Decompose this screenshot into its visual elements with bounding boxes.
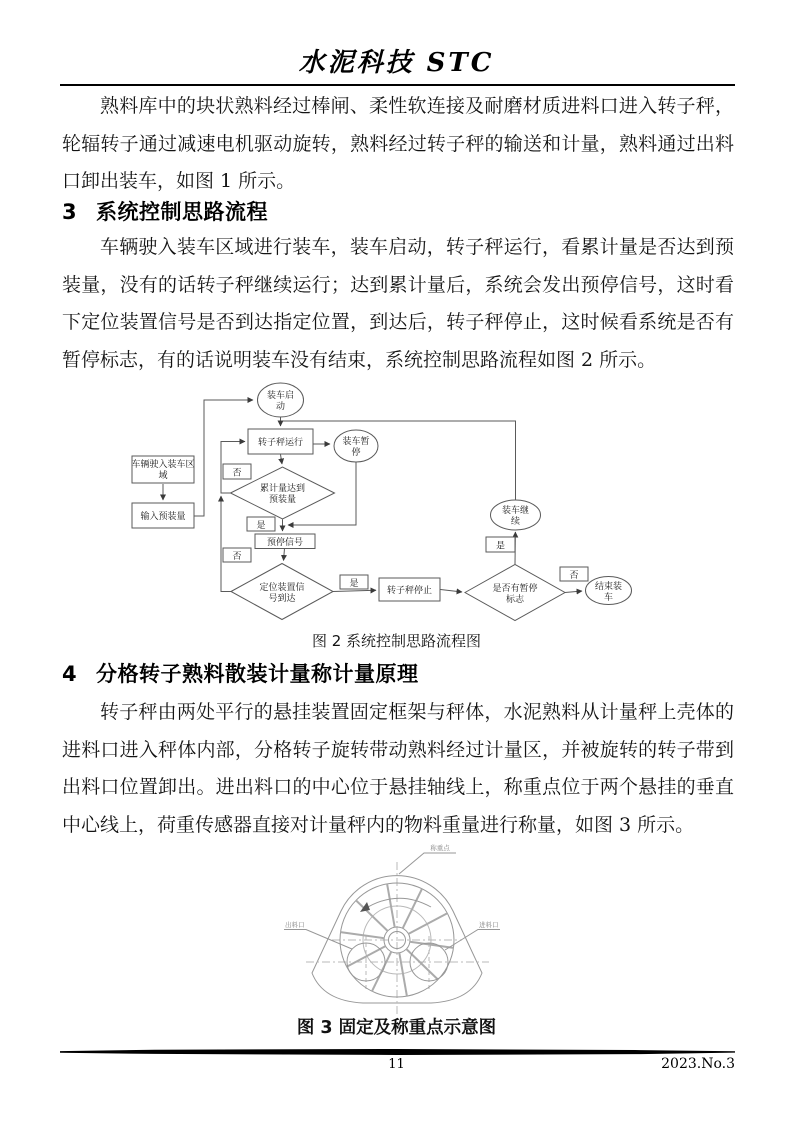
section-number: 3 — [62, 200, 78, 224]
paragraph-control-flow: 车辆驶入装车区域进行装车，装车启动，转子秤运行，看累计量是否达到预装量，没有的话转子秤继续运行；达到累计量后，系统会发出预停信号，这时看下定位装置信号是否到达指定位置，到达后，转子秤停止，这时候看系统是否有暂停标志，有的话说明装车没有结束，系统控制思路流程如图 2 所示。 — [62, 236, 734, 371]
figure2-flowchart — [125, 378, 685, 630]
weighing-point-label: 称重点 — [430, 844, 450, 852]
label-no-1: 否 — [232, 468, 242, 479]
node-run-label: 转子秤运行 — [257, 438, 304, 448]
edge-d2-no-feedback — [221, 496, 231, 592]
edge-stop-to-d3 — [441, 590, 463, 593]
header-rule — [60, 84, 735, 86]
node-continue-label: 装车继 — [501, 506, 530, 516]
node-start-label2: 动 — [275, 402, 286, 412]
outlet-label: 出料口 — [285, 921, 305, 929]
node-vehicle-label2: 域 — [158, 471, 168, 481]
section-title: 系统控制思路流程 — [96, 200, 268, 224]
edge-run-to-d1 — [281, 455, 283, 465]
edge-d3-to-end — [565, 591, 582, 593]
node-pause-label: 装车暂 — [342, 437, 370, 447]
issue-label: 2023.No.3 — [661, 1056, 735, 1072]
inlet-label: 进料口 — [479, 921, 499, 929]
node-start-label: 装车启 — [266, 391, 295, 401]
section-title: 分格转子熟料散装计量称计量原理 — [96, 662, 419, 686]
node-vehicle-label: 车辆驶入装车区 — [131, 460, 195, 470]
node-d2-label: 定位装置信 — [259, 583, 305, 593]
page-number: 11 — [388, 1057, 405, 1072]
label-yes-1: 是 — [256, 521, 266, 531]
paragraph-intro: 熟料库中的块状熟料经过棒闸、柔性软连接及耐磨材质进料口进入转子秤，轮辐转子通过减速电机驱动旋转，熟料经过转子秤的输送和计量，熟料通过出料口卸出装车，如图 1 所示。 — [62, 95, 734, 193]
label-yes-3: 是 — [495, 541, 506, 552]
node-end-label2: 车 — [603, 593, 614, 603]
node-input-label: 输入预装量 — [140, 512, 186, 522]
figure2-caption: 图 2 系统控制思路流程图 — [311, 632, 482, 650]
edge-prestop-to-d2 — [284, 549, 285, 561]
node-end-label: 结束装 — [594, 582, 623, 592]
node-d3-label2: 标志 — [505, 595, 525, 605]
node-stop-label: 转子秤停止 — [386, 586, 433, 596]
paragraph-weighing-principle: 转子秤由两处平行的悬挂装置固定框架与秤体，水泥熟料从计量秤上壳体的进料口进入秤体内部，分格转子旋转带动熟料经过计量区，并被旋转的转子带到出料口位置卸出。进出料口的中心位于悬挂轴线上，称重点位于两个悬挂的垂直中心线上，荷重传感器直接对计量秤内的物料重量进行称量，如图 3 所示。 — [62, 701, 734, 836]
node-d1-label2: 预装量 — [268, 495, 297, 505]
figure3-schematic — [280, 836, 520, 1018]
node-d1-label: 累计量达到 — [259, 484, 306, 494]
section-heading-4 — [62, 658, 419, 688]
section-number: 4 — [62, 662, 78, 686]
node-d3-label: 是否有暂停 — [492, 584, 538, 594]
figure3-caption: 图 3 固定及称重点示意图 — [296, 1018, 497, 1038]
node-prestop-label: 预停信号 — [266, 538, 304, 548]
node-continue-label2: 续 — [510, 517, 521, 527]
weighing-point-leader — [399, 853, 456, 874]
node-pause-label2: 停 — [351, 448, 361, 458]
edge-d2-to-stop — [333, 590, 376, 591]
node-d2-label2: 号到达 — [268, 594, 296, 604]
label-no-3: 否 — [569, 571, 579, 581]
section-heading-3 — [62, 196, 268, 226]
label-no-2: 否 — [232, 552, 242, 562]
label-yes-2: 是 — [349, 579, 359, 589]
footer-rule — [60, 1049, 735, 1055]
journal-title: 水泥科技 STC — [298, 48, 495, 78]
